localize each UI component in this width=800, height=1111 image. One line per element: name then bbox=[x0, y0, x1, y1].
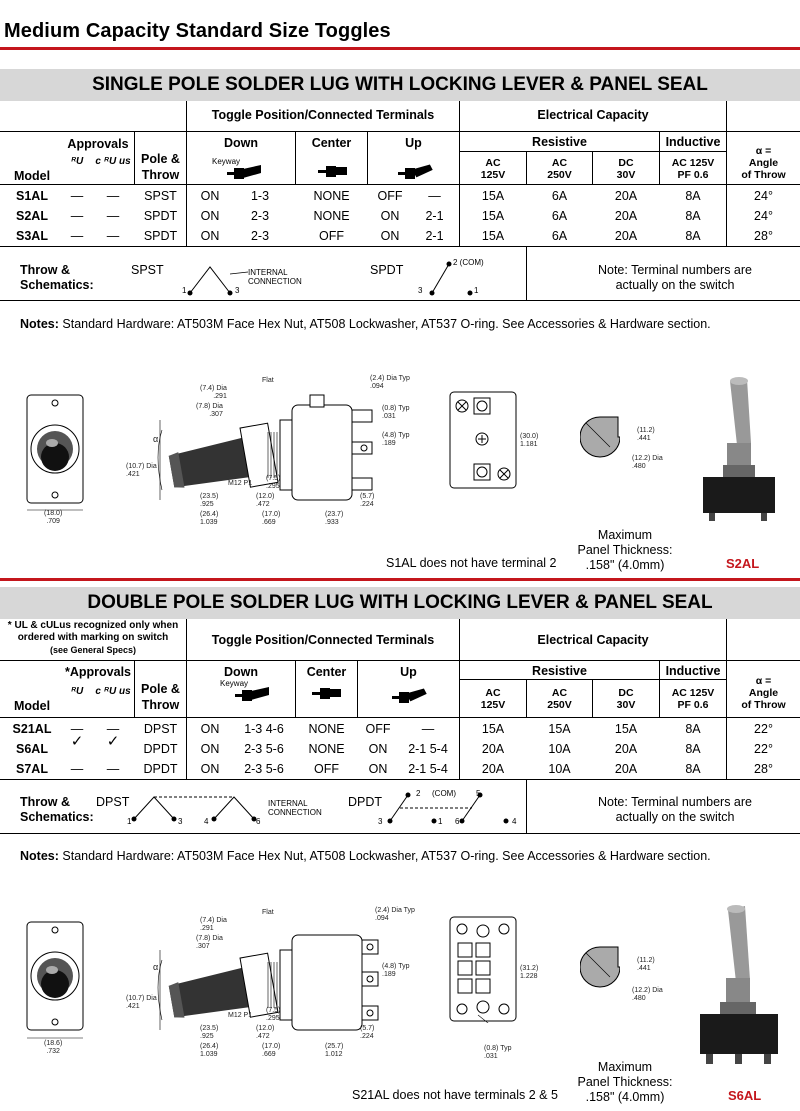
terminal-label: 2 (COM) bbox=[453, 258, 484, 267]
dim-label: (12.2) Dia .480 bbox=[632, 987, 663, 1002]
ul-note-line-2: ordered with marking on switch bbox=[17, 632, 169, 643]
ul-note bbox=[0, 620, 186, 656]
ac125-cell: 20A bbox=[481, 762, 505, 776]
inductive-cell: 8A bbox=[685, 189, 701, 203]
center-cell: NONE bbox=[308, 742, 345, 756]
down-header: Down bbox=[223, 665, 259, 679]
down-terminals-cell: 2-3 bbox=[250, 209, 270, 223]
schematics-label-2: Schematics: bbox=[20, 278, 94, 292]
toggle-center-icon bbox=[316, 161, 350, 181]
connection-label: CONNECTION bbox=[268, 808, 322, 817]
schematics-label: Throw & bbox=[20, 795, 70, 809]
dim-label: (7.5) .295 bbox=[266, 475, 281, 490]
model-header: Model bbox=[13, 169, 51, 183]
dim-label: (7.8) Dia .307 bbox=[196, 403, 223, 418]
approval-ul-cell: — bbox=[70, 209, 84, 223]
dim-label: (31.2) 1.228 bbox=[520, 965, 539, 980]
photo-label: S6AL bbox=[728, 1088, 762, 1103]
angle-cell: 28° bbox=[754, 762, 773, 776]
pole-throw-cell: SPDT bbox=[143, 229, 178, 243]
alpha-header-2: Angle bbox=[748, 157, 779, 169]
double-pole-banner: DOUBLE POLE SOLDER LUG WITH LOCKING LEVER & PANEL SEAL bbox=[0, 587, 800, 619]
ac125-cell: 15A bbox=[481, 189, 505, 203]
ul-note-line: * UL & cULus recognized only when bbox=[7, 620, 179, 631]
pole-throw-header-2: Throw bbox=[141, 698, 180, 712]
cul-logo-icon: c ᴿU us bbox=[95, 156, 131, 167]
approvals-header: Approvals bbox=[67, 137, 129, 151]
dim-label: (0.8) Typ .031 bbox=[382, 405, 410, 420]
dim-label: (12.0) .472 bbox=[256, 493, 275, 508]
dim-label: (7.5) .295 bbox=[266, 1007, 281, 1022]
dim-label: (7.4) Dia .291 bbox=[200, 385, 227, 400]
ul-logo-icon: ᴿU bbox=[70, 156, 84, 167]
terminal-label: 4 bbox=[512, 817, 517, 826]
center-header: Center bbox=[306, 665, 347, 679]
down-state-cell: ON bbox=[200, 762, 220, 776]
ac250-header: AC bbox=[551, 687, 568, 699]
electrical-capacity-header: Electrical Capacity bbox=[537, 108, 649, 122]
ac125-cell: 20A bbox=[481, 742, 505, 756]
front-view-drawing bbox=[25, 920, 85, 1032]
ac250-cell: 10A bbox=[548, 742, 571, 756]
down-state-cell: ON bbox=[200, 742, 220, 756]
alpha-header-3: of Throw bbox=[741, 169, 786, 181]
dc30-header-2: 30V bbox=[616, 169, 636, 181]
dc30-cell: 20A bbox=[614, 189, 638, 203]
dim-label: (26.4) 1.039 bbox=[200, 511, 219, 526]
com-label: (COM) bbox=[432, 789, 456, 798]
dim-label: (5.7) .224 bbox=[360, 1025, 375, 1040]
approval-cul-cell: — bbox=[106, 209, 120, 223]
approval-ul-cell: — bbox=[70, 722, 84, 736]
ac250-cell: 15A bbox=[548, 722, 571, 736]
single-notes bbox=[20, 317, 711, 331]
down-state-cell: ON bbox=[200, 722, 220, 736]
down-terminals-cell: 2-3 5-6 bbox=[244, 742, 284, 756]
up-state-cell: ON bbox=[380, 229, 400, 243]
dim-label: (26.4) 1.039 bbox=[200, 1043, 219, 1058]
dim-label: (4.8) Typ .189 bbox=[382, 432, 410, 447]
max-line-2: Panel Thickness: bbox=[577, 1075, 673, 1089]
ac125-header-2: 125V bbox=[480, 699, 506, 711]
leader-line bbox=[228, 268, 250, 278]
dc30-cell: 20A bbox=[614, 229, 638, 243]
up-terminals-cell: 2-1 bbox=[425, 209, 444, 223]
up-terminals-cell: — bbox=[421, 722, 435, 736]
note-line: Note: Terminal numbers are bbox=[597, 795, 752, 809]
note-line-2: actually on the switch bbox=[615, 810, 735, 824]
up-terminals-cell: — bbox=[428, 189, 441, 203]
inductive-cell: 8A bbox=[685, 722, 701, 736]
down-state-cell: ON bbox=[200, 209, 220, 223]
up-state-cell: ON bbox=[380, 209, 400, 223]
dim-label: (11.2) .441 bbox=[637, 427, 655, 442]
terminal-label: 5 bbox=[476, 789, 481, 798]
terminal-note bbox=[560, 263, 790, 293]
resistive-header: Resistive bbox=[532, 135, 587, 149]
single-pole-banner: SINGLE POLE SOLDER LUG WITH LOCKING LEVER & PANEL SEAL bbox=[0, 69, 800, 101]
double-schematics-row bbox=[0, 779, 800, 834]
max-line-2: Panel Thickness: bbox=[577, 543, 673, 557]
toggle-center-icon bbox=[310, 683, 344, 703]
up-terminals-cell: 2-1 bbox=[425, 229, 444, 243]
switch-photo-s2al bbox=[695, 373, 780, 523]
toggle-position-header: Toggle Position/Connected Terminals bbox=[211, 108, 435, 122]
spst-label: SPST bbox=[131, 263, 164, 277]
alpha-label: α bbox=[153, 434, 159, 444]
dim-label: (17.0) .669 bbox=[262, 1043, 281, 1058]
dc30-cell: 20A bbox=[614, 762, 638, 776]
approval-ul-cell: — bbox=[70, 229, 84, 243]
dim-label: (2.4) Dia Typ .094 bbox=[370, 375, 410, 390]
ac250-cell: 10A bbox=[548, 762, 571, 776]
panel-cutout-drawing bbox=[580, 945, 620, 989]
note-line: Note: Terminal numbers are bbox=[597, 263, 752, 277]
ac125-header-2: 125V bbox=[480, 169, 506, 181]
pole-throw-cell: SPST bbox=[144, 189, 177, 203]
dc30-header: DC bbox=[618, 157, 634, 169]
ac125-header: AC bbox=[485, 157, 501, 169]
terminal-label: 1 bbox=[438, 817, 443, 826]
dim-label: (25.7) 1.012 bbox=[325, 1043, 344, 1058]
dim-line bbox=[25, 505, 85, 515]
schematics-label-2: Schematics: bbox=[20, 810, 94, 824]
terminal-note bbox=[560, 795, 790, 825]
dim-label: (12.0) .472 bbox=[256, 1025, 275, 1040]
max-panel-thickness bbox=[560, 528, 690, 573]
approval-cul-cell: — bbox=[106, 189, 120, 203]
inductive-pf-header: PF 0.6 bbox=[677, 169, 709, 181]
dim-label: (7.8) Dia .307 bbox=[196, 935, 223, 950]
dim-label: (12.2) Dia .480 bbox=[632, 455, 663, 470]
internal-connection-label bbox=[248, 268, 302, 286]
inductive-header: Inductive bbox=[665, 135, 721, 149]
dim-label: (5.7) .224 bbox=[360, 493, 375, 508]
approvals-header: *Approvals bbox=[65, 665, 131, 679]
alpha-header-2: Angle bbox=[748, 687, 779, 699]
dim-label: (18.6) .732 bbox=[44, 1040, 63, 1055]
page-title: Medium Capacity Standard Size Toggles bbox=[4, 20, 391, 42]
ac125-cell: 15A bbox=[481, 722, 505, 736]
ac250-cell: 6A bbox=[551, 229, 568, 243]
toggle-down-icon bbox=[225, 161, 265, 183]
section-rule bbox=[0, 578, 800, 581]
ac250-header-2: 250V bbox=[547, 169, 572, 181]
approval-cul-cell: — bbox=[106, 722, 120, 736]
alpha-header-3: of Throw bbox=[741, 699, 786, 711]
ac125-header: AC bbox=[485, 687, 501, 699]
ac125-cell: 15A bbox=[481, 229, 505, 243]
down-terminals-cell: 1-3 bbox=[250, 189, 270, 203]
dim-label: (10.7) Dia .421 bbox=[126, 995, 157, 1010]
down-state-cell: ON bbox=[200, 189, 220, 203]
inductive-cell: 8A bbox=[685, 762, 701, 776]
ac250-header: AC bbox=[551, 157, 568, 169]
cul-logo-icon: c ᴿU us bbox=[95, 686, 131, 697]
model-cell: S2AL bbox=[16, 209, 48, 223]
single-schematics-row bbox=[0, 246, 800, 301]
internal-label: INTERNAL bbox=[248, 268, 288, 277]
dim-label: (0.8) Typ .031 bbox=[484, 1045, 512, 1060]
front-view-drawing bbox=[25, 393, 85, 505]
dc30-header-2: 30V bbox=[616, 699, 636, 711]
terminal-label: 3 bbox=[178, 817, 183, 826]
model-cell: S21AL bbox=[12, 722, 52, 736]
terminal-label: 1 bbox=[127, 817, 132, 826]
angle-cell: 24° bbox=[754, 189, 773, 203]
angle-cell: 22° bbox=[754, 722, 773, 736]
flat-label: Flat bbox=[262, 377, 274, 384]
max-line-3: .158" (4.0mm) bbox=[585, 558, 665, 572]
max-line: Maximum bbox=[597, 1060, 653, 1074]
approval-ul-cell: — bbox=[70, 189, 84, 203]
flat-label: Flat bbox=[262, 909, 274, 916]
ul-note-line-3: (see General Specs) bbox=[49, 645, 137, 655]
center-cell: NONE bbox=[313, 209, 350, 223]
terminal-label: 1 bbox=[182, 286, 187, 295]
dim-label: (11.2) .441 bbox=[637, 957, 655, 972]
dc30-cell: 15A bbox=[614, 722, 638, 736]
angle-cell: 28° bbox=[754, 229, 773, 243]
up-terminals-cell: 2-1 5-4 bbox=[408, 742, 448, 756]
double-notes bbox=[20, 849, 711, 863]
down-terminals-cell: 1-3 4-6 bbox=[244, 722, 284, 736]
dim-label: (30.0) 1.181 bbox=[520, 433, 539, 448]
alpha-label: α bbox=[153, 962, 159, 972]
panel-cutout-drawing bbox=[580, 415, 620, 459]
max-panel-thickness bbox=[560, 1060, 690, 1105]
inductive-cell: 8A bbox=[685, 209, 701, 223]
keyway-label: Keyway bbox=[220, 679, 249, 688]
thread-label: M12 P1 bbox=[228, 1012, 253, 1019]
up-state-cell: OFF bbox=[377, 189, 403, 203]
single-caption: S1AL does not have terminal 2 bbox=[386, 556, 557, 570]
down-terminals-cell: 2-3 bbox=[250, 229, 270, 243]
dim-label: (23.7) .933 bbox=[325, 511, 344, 526]
title-rule bbox=[0, 47, 800, 50]
model-cell: S3AL bbox=[16, 229, 48, 243]
inductive-pf-header: PF 0.6 bbox=[677, 699, 709, 711]
pole-throw-cell: SPDT bbox=[143, 209, 178, 223]
angle-cell: 22° bbox=[754, 742, 773, 756]
pole-throw-cell: DPST bbox=[143, 722, 178, 736]
connection-label: CONNECTION bbox=[248, 277, 302, 286]
pole-throw-header: Pole & bbox=[141, 682, 180, 696]
up-state-cell: ON bbox=[368, 762, 388, 776]
ac250-cell: 6A bbox=[551, 209, 568, 223]
terminal-label: 6 bbox=[455, 817, 460, 826]
down-terminals-cell: 2-3 5-6 bbox=[244, 762, 284, 776]
inductive-cell: 8A bbox=[685, 742, 701, 756]
max-line-3: .158" (4.0mm) bbox=[585, 1090, 665, 1104]
inductive-ac-header: AC 125V bbox=[671, 157, 715, 169]
terminal-label: 4 bbox=[204, 817, 209, 826]
angle-cell: 24° bbox=[754, 209, 773, 223]
pole-throw-header: Pole & bbox=[141, 152, 180, 166]
ac250-header-2: 250V bbox=[547, 699, 572, 711]
approval-cul-cell: — bbox=[106, 762, 120, 776]
toggle-up-icon bbox=[396, 157, 436, 181]
toggle-down-icon bbox=[233, 683, 273, 705]
dim-label: (18.0) .709 bbox=[44, 510, 63, 525]
center-header: Center bbox=[311, 136, 352, 150]
pole-throw-header-2: Throw bbox=[141, 168, 180, 182]
toggle-position-header: Toggle Position/Connected Terminals bbox=[211, 633, 435, 647]
center-cell: OFF bbox=[314, 762, 339, 776]
approval-ul-check-icon: ✓ bbox=[70, 733, 84, 750]
single-spec-table bbox=[0, 101, 800, 251]
down-header: Down bbox=[223, 136, 259, 150]
up-header: Up bbox=[405, 136, 422, 150]
down-state-cell: ON bbox=[200, 229, 220, 243]
electrical-capacity-header: Electrical Capacity bbox=[537, 633, 649, 647]
model-header: Model bbox=[13, 699, 51, 713]
inductive-header: Inductive bbox=[665, 664, 721, 678]
ac125-cell: 15A bbox=[481, 209, 505, 223]
inductive-ac-header: AC 125V bbox=[671, 687, 715, 699]
spdt-label: SPDT bbox=[370, 263, 404, 277]
model-cell: S1AL bbox=[16, 189, 48, 203]
notes-text: Standard Hardware: AT503M Face Hex Nut, AT508 Lockwasher, AT537 O-ring. See Accessories & Hardware section. bbox=[62, 317, 711, 331]
dc30-cell: 20A bbox=[614, 742, 638, 756]
approval-ul-cell: — bbox=[70, 762, 84, 776]
schematics-label: Throw & bbox=[20, 263, 70, 277]
rear-view-drawing bbox=[448, 915, 518, 1023]
terminal-label: 3 bbox=[378, 817, 383, 826]
double-spec-table bbox=[0, 619, 800, 784]
dim-label: (17.0) .669 bbox=[262, 511, 281, 526]
up-header: Up bbox=[400, 665, 417, 679]
dc30-cell: 20A bbox=[614, 209, 638, 223]
model-cell: S7AL bbox=[16, 762, 48, 776]
notes-label: Notes: bbox=[20, 849, 59, 863]
pole-throw-cell: DPDT bbox=[143, 742, 178, 756]
internal-connection-label bbox=[268, 799, 322, 817]
internal-label: INTERNAL bbox=[268, 799, 308, 808]
terminal-label: 1 bbox=[474, 286, 479, 295]
terminal-label: 6 bbox=[256, 817, 261, 826]
ul-logo-icon: ᴿU bbox=[70, 686, 84, 697]
dpst-schematic-icon bbox=[126, 791, 266, 825]
alpha-header: α = bbox=[755, 145, 772, 157]
terminal-label: 3 bbox=[235, 286, 240, 295]
approval-cul-check-icon: ✓ bbox=[106, 733, 120, 750]
notes-label: Notes: bbox=[20, 317, 59, 331]
dim-label: (4.8) Typ .189 bbox=[382, 963, 410, 978]
dim-label: (23.5) .925 bbox=[200, 493, 219, 508]
dim-label: (7.4) Dia .291 bbox=[200, 917, 227, 932]
inductive-cell: 8A bbox=[685, 229, 701, 243]
toggle-up-icon bbox=[390, 681, 430, 705]
double-caption: S21AL does not have terminals 2 & 5 bbox=[352, 1088, 558, 1102]
dim-label: (23.5) .925 bbox=[200, 1025, 219, 1040]
thread-label: M12 P1 bbox=[228, 480, 253, 487]
dim-label: (2.4) Dia Typ .094 bbox=[375, 907, 415, 922]
dpdt-label: DPDT bbox=[348, 795, 383, 809]
model-cell: S6AL bbox=[16, 742, 48, 756]
up-terminals-cell: 2-1 5-4 bbox=[408, 762, 448, 776]
alpha-header: α = bbox=[755, 675, 772, 687]
center-cell: NONE bbox=[313, 189, 350, 203]
rear-view-drawing bbox=[448, 390, 518, 490]
approval-cul-cell: — bbox=[106, 229, 120, 243]
center-cell: OFF bbox=[319, 229, 344, 243]
max-line: Maximum bbox=[597, 528, 653, 542]
ac250-cell: 6A bbox=[551, 189, 568, 203]
note-line-2: actually on the switch bbox=[615, 278, 735, 292]
up-state-cell: OFF bbox=[365, 722, 391, 736]
photo-label: S2AL bbox=[726, 556, 760, 571]
dpst-label: DPST bbox=[96, 795, 130, 809]
dc30-header: DC bbox=[618, 687, 634, 699]
notes-text: Standard Hardware: AT503M Face Hex Nut, AT508 Lockwasher, AT537 O-ring. See Accessories & Hardware section. bbox=[62, 849, 711, 863]
center-cell: NONE bbox=[308, 722, 345, 736]
switch-photo-s6al bbox=[690, 900, 785, 1070]
up-state-cell: ON bbox=[368, 742, 388, 756]
pole-throw-cell: DPDT bbox=[143, 762, 178, 776]
terminal-label: 2 bbox=[416, 789, 421, 798]
keyway-label: Keyway bbox=[212, 157, 241, 166]
terminal-label: 3 bbox=[418, 286, 423, 295]
dim-label: (10.7) Dia .421 bbox=[126, 463, 157, 478]
resistive-header: Resistive bbox=[532, 664, 587, 678]
